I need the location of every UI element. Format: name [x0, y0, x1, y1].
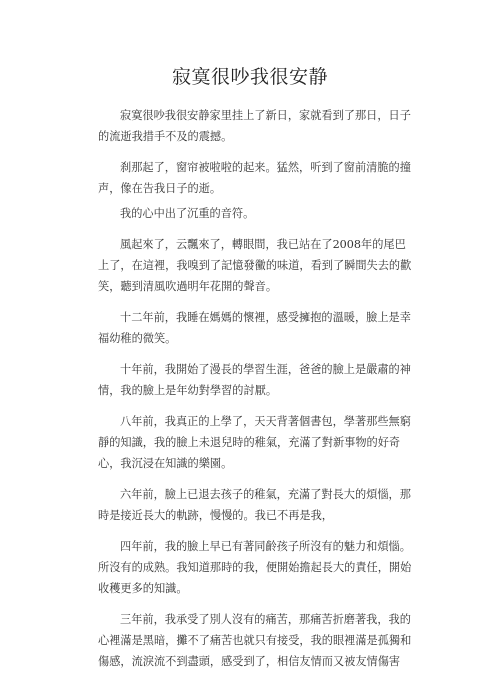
paragraph-7: 八年前，我真正的上學了，天天背著個書包，學著那些無窮靜的知識，我的臉上未退兒時的稚氣，充滿了對新事物的好奇心，我沉浸在知識的樂園。	[98, 415, 411, 470]
paragraph-6: 十年前，我開始了漫長的學習生涯，爸爸的臉上是嚴肅的神情，我的臉上是年幼對學習的討厭。	[98, 363, 411, 397]
paragraph-3: 我的心中出了沉重的音符。	[120, 207, 255, 220]
paragraph-5: 十二年前，我睡在媽媽的懷裡，感受擁抱的溫暖，臉上是幸福幼稚的微笑。	[98, 311, 411, 345]
paragraph-1: 寂寞很吵我很安静家里挂上了新日，家就看到了那日，日子的流逝我措手不及的震撼。	[98, 109, 411, 143]
article-body	[98, 105, 413, 682]
paragraph-10: 三年前，我承受了別人沒有的痛苦，那痛苦折磨著我，我的心裡滿是黑暗，攤不了痛苦也就只有接受，我的眼裡滿是孤獨和傷感，流淚流不到盡頭，感受到了，相信友情而又被友情傷害	[98, 613, 412, 668]
paragraph-2: 刹那起了，窗帘被啦啦的起来。猛然，听到了窗前清脆的撞声，像在告我日子的逝。	[98, 161, 411, 195]
article-title: 寂寞很吵我很安静	[171, 66, 328, 88]
paragraph-4: 風起來了，云飄來了，轉眼間，我已站在了2008年的尾巴上了，在這裡，我嗅到了記憶發黴的味道，看到了瞬間失去的歡笑，聽到清風吹過明年花開的聲音。	[98, 238, 412, 293]
paragraph-9: 四年前，我的臉上早已有著同齡孩子所沒有的魅力和煩惱。所沒有的成熟。我知道那時的我，便開始擔起長大的責任，開始收穫更多的知識。	[98, 540, 412, 595]
paragraph-8: 六年前，臉上已退去孩子的稚氣，充滿了對長大的煩惱，那時是接近長大的軌跡，慢慢的。我已不再是我，	[98, 488, 411, 522]
